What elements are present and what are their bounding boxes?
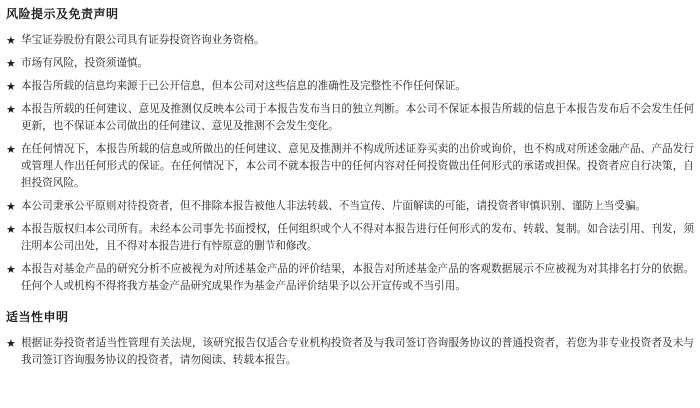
- disclaimer-item-text: 本报告所载的信息均来源于已公开信息，但本公司对这些信息的准确性及完整性不作任何保证。: [21, 80, 466, 92]
- disclaimer-item: [6, 198, 694, 215]
- suitability-item-text: 根据证券投资者适当性管理有关法规，该研究报告仅适合专业机构投资者及与我司签订咨询服务协议的普通投资者，若您为非专业投资者及未与我司签订咨询服务协议的投资者，请勿阅读、转载本报告。: [21, 337, 694, 366]
- disclaimer-title: 风险提示及免责声明: [6, 7, 119, 21]
- suitability-list: [6, 335, 694, 369]
- star-bullet-icon: ★: [6, 263, 16, 276]
- disclaimer-item-text: 本报告版权归本公司所有。未经本公司事先书面授权，任何组织或个人不得对本报告进行任何形式的发布、转载、复制。如合法引用、刊发，须注明本公司出处，且不得对本报告进行有悖原意的删节和修改。: [21, 223, 694, 252]
- star-bullet-icon: ★: [6, 143, 16, 156]
- disclaimer-item-text: 市场有风险，投资须谨慎。: [21, 57, 149, 69]
- disclaimer-item-text: 华宝证券股份有限公司具有证券投资咨询业务资格。: [21, 34, 265, 46]
- disclaimer-item: [6, 101, 694, 135]
- star-bullet-icon: ★: [6, 57, 16, 70]
- disclaimer-item-text: 在任何情况下，本报告所载的信息或所做出的任何建议、意见及推测并不构成所述证券买卖的出价或询价，也不构成对所述金融产品、产品发行或管理人作出任何形式的保证。在任何情况下，本公司不就本报告中的任何内容对任何投资做出任何形式的承诺或担保。投资者应自行决策，自担投资风险。: [21, 143, 694, 189]
- star-bullet-icon: ★: [6, 200, 16, 213]
- suitability-title: 适当性申明: [6, 310, 69, 324]
- suitability-item: [6, 335, 694, 369]
- star-bullet-icon: ★: [6, 103, 16, 116]
- disclaimer-item: [6, 32, 694, 49]
- disclaimer-item: [6, 221, 694, 255]
- star-bullet-icon: ★: [6, 223, 16, 236]
- disclaimer-item: [6, 261, 694, 295]
- disclaimer-item-text: 本公司秉承公平原则对待投资者，但不排除本报告被他人非法转载、不当宣传、片面解读的可能，请投资者审慎识别、谨防上当受骗。: [21, 200, 647, 212]
- disclaimer-item: [6, 141, 694, 192]
- disclaimer-item: [6, 78, 694, 95]
- star-bullet-icon: ★: [6, 34, 16, 47]
- star-bullet-icon: ★: [6, 80, 16, 93]
- disclaimer-item-text: 本报告所载的任何建议、意见及推测仅反映本公司于本报告发布当日的独立判断。本公司不保证本报告所载的信息于本报告发布后不会发生任何更新，也不保证本公司做出的任何建议、意见及推测不会发生变化。: [21, 103, 694, 132]
- star-bullet-icon: ★: [6, 337, 16, 350]
- disclaimer-list: [6, 32, 694, 295]
- disclaimer-item-text: 本报告对基金产品的研究分析不应被视为对所述基金产品的评价结果，本报告对所述基金产品的客观数据展示不应被视为对其排名打分的依据。任何个人或机构不得将我方基金产品研究成果作为基金产品评价结果予以公开宣传或不当引用。: [21, 263, 694, 292]
- disclaimer-item: [6, 55, 694, 72]
